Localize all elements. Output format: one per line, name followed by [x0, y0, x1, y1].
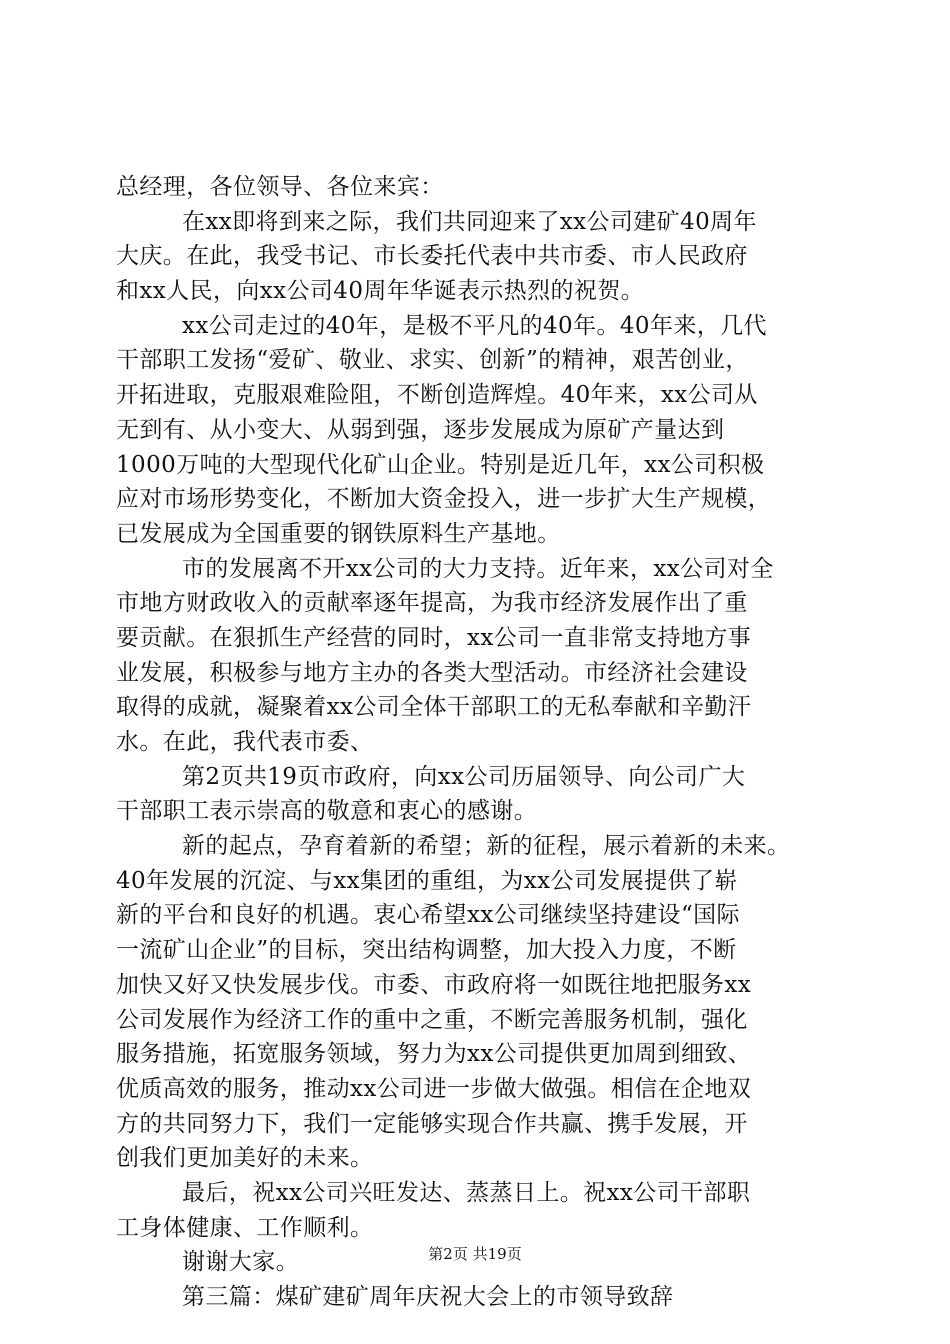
- text-line: 要贡献。在狠抓生产经营的同时，xx公司一直非常支持地方事: [116, 624, 752, 651]
- text-line: 新的平台和良好的机遇。衷心希望xx公司继续坚持建设“国际: [116, 902, 740, 929]
- text-line: 一流矿山企业”的目标，突出结构调整，加大投入力度，不断: [116, 937, 737, 964]
- text-line: 新的起点，孕育着新的希望；新的征程，展示着新的未来。: [182, 833, 791, 860]
- page-number-footer: 第2页 共19页: [428, 1245, 522, 1263]
- text-line: 和xx人民，向xx公司40周年华诞表示热烈的祝贺。: [116, 278, 645, 305]
- text-line: 谢谢大家。: [182, 1249, 299, 1276]
- text-line: 总经理，各位领导、各位来宾：: [116, 174, 444, 200]
- text-line: 市的发展离不开xx公司的大力支持。近年来，xx公司对全: [182, 555, 774, 582]
- text-line: 最后，祝xx公司兴旺发达、蒸蒸日上。祝xx公司干部职: [182, 1179, 751, 1206]
- text-line: 公司发展作为经济工作的重中之重，不断完善服务机制，强化: [116, 1006, 748, 1033]
- text-line: 创我们更加美好的未来。: [116, 1145, 374, 1172]
- text-line: 应对市场形势变化，不断加大资金投入，进一步扩大生产规模，: [116, 486, 772, 513]
- text-line: 已发展成为全国重要的钢铁原料生产基地。: [116, 520, 561, 547]
- text-line: 无到有、从小变大、从弱到强，逐步发展成为原矿产量达到: [116, 416, 725, 443]
- text-line: 优质高效的服务，推动xx公司进一步做大做强。相信在企地双: [116, 1075, 752, 1102]
- text-line: 业发展，积极参与地方主办的各类大型活动。市经济社会建设: [116, 659, 748, 686]
- text-line: 40年发展的沉淀、与xx集团的重组，为xx公司发展提供了崭: [116, 867, 738, 894]
- text-line: xx公司走过的40年，是极不平凡的40年。40年来，几代: [182, 312, 767, 339]
- text-line: 方的共同努力下，我们一定能够实现合作共赢、携手发展，开: [116, 1110, 748, 1137]
- text-line: 干部职工表示崇高的敬意和衷心的感谢。: [116, 798, 538, 825]
- text-line: 大庆。在此，我受书记、市长委托代表中共市委、市人民政府: [116, 243, 748, 270]
- text-line: 水。在此，我代表市委、: [116, 729, 374, 755]
- text-line: 加快又好又快发展步伐。市委、市政府将一如既往地把服务xx: [116, 971, 752, 998]
- text-line: 在xx即将到来之际，我们共同迎来了xx公司建矿40周年: [182, 208, 757, 235]
- text-line: 干部职工发扬“爱矿、敬业、求实、创新”的精神，艰苦创业，: [116, 347, 749, 374]
- speech-body: [116, 170, 838, 1315]
- text-line: 第2页共19页市政府，向xx公司历届领导、向公司广大: [182, 763, 746, 790]
- text-line: 1000万吨的大型现代化矿山企业。特别是近几年，xx公司积极: [116, 451, 765, 478]
- text-line: 工身体健康、工作顺利。: [116, 1214, 374, 1241]
- section-heading: 第三篇：煤矿建矿周年庆祝大会上的市领导致辞: [182, 1284, 674, 1310]
- text-line: 市地方财政收入的贡献率逐年提高，为我市经济发展作出了重: [116, 590, 748, 617]
- text-line: 取得的成就，凝聚着xx公司全体干部职工的无私奉献和辛勤汗: [116, 694, 752, 721]
- text-line: 服务措施，拓宽服务领域，努力为xx公司提供更加周到细致、: [116, 1041, 752, 1068]
- text-line: 开拓进取，克服艰难险阻，不断创造辉煌。40年来，xx公司从: [116, 382, 758, 409]
